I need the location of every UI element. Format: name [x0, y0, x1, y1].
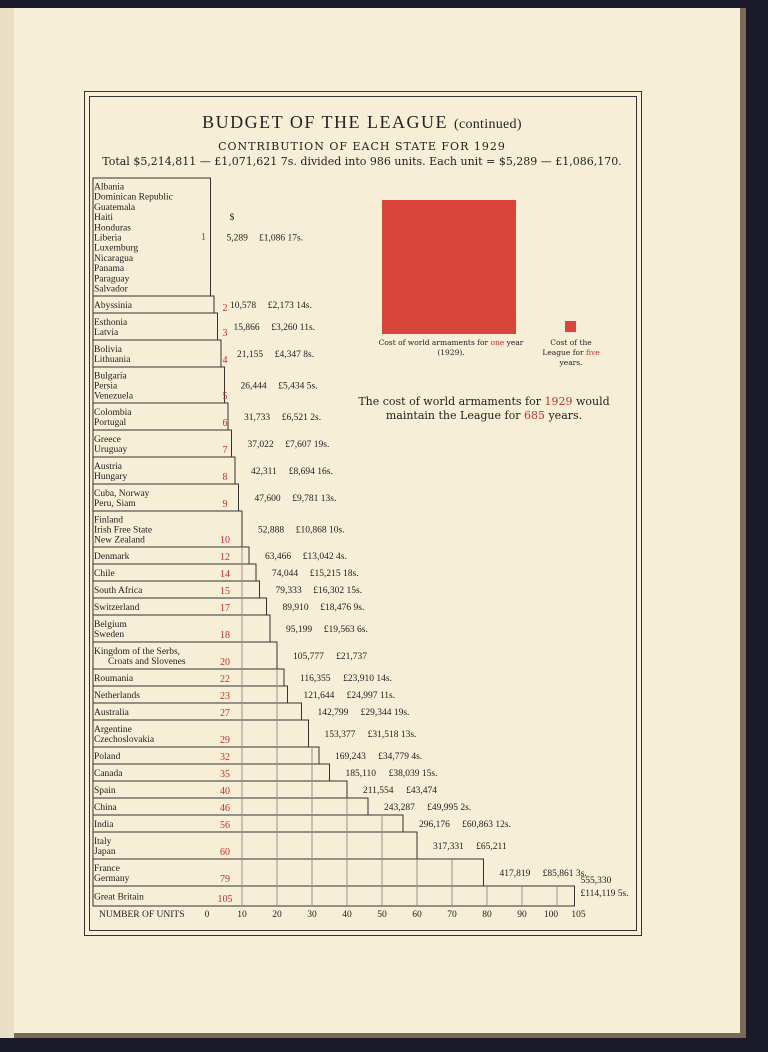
state-label: Sweden — [94, 630, 125, 641]
unit-count: 15 — [220, 586, 230, 597]
x-tick-label: 105 — [571, 910, 586, 920]
state-label: Argentine — [94, 724, 132, 735]
unit-count: 105 — [217, 894, 233, 905]
pound-value: £9,781 13s. — [292, 494, 337, 504]
state-label: Poland — [94, 752, 121, 762]
pound-value: £23,910 14s. — [343, 674, 392, 684]
x-tick-label: 20 — [272, 910, 282, 920]
pound-value: £24,997 11s. — [346, 691, 396, 701]
unit-count: 12 — [220, 552, 230, 563]
state-label: Abyssinia — [94, 301, 132, 311]
dollar-value: 37,022 — [247, 440, 274, 450]
dollar-value: 121,644 — [303, 691, 335, 701]
state-label: Finland — [94, 515, 124, 526]
state-label: Salvador — [94, 284, 128, 295]
league-caption-post: years. — [559, 358, 583, 367]
x-tick-label: 90 — [517, 910, 527, 920]
pound-value: £43,474 — [406, 786, 437, 796]
title-main: BUDGET OF THE LEAGUE — [202, 112, 448, 132]
unit-count: 4 — [222, 355, 228, 366]
state-label: France — [94, 863, 120, 874]
dollar-value: 185,110 — [345, 769, 377, 779]
pound-value: £1,086 17s. — [259, 233, 304, 244]
dollar-value: 153,377 — [324, 730, 356, 740]
state-label: South Africa — [94, 586, 143, 596]
state-label: Honduras — [94, 223, 131, 234]
state-label: Nicaragua — [94, 253, 134, 264]
unit-count: 8 — [222, 472, 228, 483]
state-label: Austria — [94, 461, 122, 472]
state-label: Roumania — [94, 674, 134, 684]
pound-value: £29,344 19s. — [360, 708, 410, 718]
dollar-value: 116,355 — [300, 674, 331, 684]
unit-count: 6 — [222, 418, 228, 429]
statement-year: 1929 — [544, 395, 573, 408]
pound-value: £31,518 13s. — [367, 730, 417, 740]
bar-outline — [93, 832, 417, 859]
state-label: Italy — [94, 836, 112, 847]
pound-value: £7,607 19s. — [285, 440, 330, 450]
state-label: Persia — [94, 381, 118, 392]
pound-value: £34,779 4s. — [378, 752, 423, 762]
dollar-value: 169,243 — [335, 752, 366, 762]
dollar-value: 89,910 — [282, 603, 309, 613]
statement-years: 685 — [523, 409, 545, 422]
x-tick-label: 70 — [447, 910, 457, 920]
unit-count: 60 — [220, 847, 230, 858]
league-caption-five: five — [585, 348, 600, 357]
state-label: Czechoslovakia — [94, 735, 155, 746]
dollar-value: 211,554 — [363, 786, 394, 796]
statement-mid: would maintain the League for — [385, 395, 610, 422]
state-label: Peru, Siam — [94, 499, 136, 510]
dollar-value: 243,287 — [384, 803, 415, 813]
unit-count: 14 — [220, 569, 230, 580]
x-tick-label: 60 — [412, 910, 422, 920]
state-label: Spain — [94, 786, 116, 796]
pound-value: £4,347 8s. — [274, 350, 315, 360]
dollar-value: 555,330 — [580, 876, 612, 886]
league-five-years-block — [565, 321, 576, 332]
unit-count: 56 — [220, 820, 230, 831]
dollar-symbol: $ — [229, 213, 235, 223]
state-label: Guatemala — [94, 202, 136, 213]
state-label: Netherlands — [94, 691, 140, 701]
state-label: Denmark — [94, 552, 130, 562]
state-label: Bolivia — [94, 344, 122, 355]
unit-count: 3 — [222, 328, 228, 339]
bar-outline — [93, 886, 575, 906]
pound-value: £60,863 12s. — [462, 820, 511, 830]
dollar-value: 42,311 — [251, 467, 277, 477]
pound-value: £49,995 2s. — [427, 803, 472, 813]
x-tick-label: 40 — [342, 910, 352, 920]
x-tick-label: 0 — [204, 910, 210, 920]
state-label: Chile — [94, 569, 115, 579]
state-label: Lithuania — [94, 355, 131, 366]
unit-count: 27 — [220, 708, 230, 719]
unit-count: 7 — [222, 445, 228, 456]
pound-value: £65,211 — [476, 842, 507, 852]
dollar-value: 5,289 — [226, 233, 248, 244]
state-label: Panama — [94, 264, 125, 275]
pound-value: £19,563 6s. — [323, 625, 368, 635]
state-label: Japan — [94, 847, 116, 858]
state-label: Switzerland — [94, 603, 140, 613]
dollar-value: 105,777 — [293, 652, 324, 662]
state-label: Germany — [94, 874, 130, 885]
statement-pre: The cost of world armaments for — [358, 395, 541, 408]
state-label: India — [94, 820, 114, 830]
x-tick-label: 100 — [543, 910, 559, 920]
pound-value: £85,861 3s. — [542, 869, 587, 879]
unit-count: 1 — [201, 232, 206, 243]
pound-value: £8,694 16s. — [288, 467, 333, 477]
state-label: Dominican Republic — [94, 192, 173, 203]
x-tick-label: 50 — [377, 910, 387, 920]
state-label: Esthonia — [94, 317, 128, 328]
bar-outline — [93, 564, 256, 581]
state-label: Kingdom of the Serbs, — [94, 646, 181, 657]
state-label: Latvia — [94, 328, 119, 339]
bar-outline — [93, 798, 368, 815]
unit-count: 9 — [222, 499, 228, 510]
state-label: Croats and Slovenes — [108, 657, 186, 668]
dollar-value: 10,578 — [230, 301, 257, 311]
pound-value: £16,302 15s. — [313, 586, 363, 596]
dollar-value: 31,733 — [244, 413, 271, 423]
unit-count: 17 — [220, 603, 230, 614]
pound-value: £10,868 10s. — [295, 525, 345, 536]
dollar-value: 63,466 — [265, 552, 292, 562]
state-label: China — [94, 803, 117, 813]
dollar-value: 74,044 — [272, 569, 299, 579]
unit-count: 79 — [220, 874, 230, 885]
state-label: Albania — [94, 182, 125, 193]
state-label: Great Britain — [94, 892, 144, 903]
statement-post: years. — [548, 409, 583, 422]
unit-count: 40 — [220, 786, 230, 797]
state-label: Australia — [94, 708, 129, 718]
state-label: Luxemburg — [94, 243, 139, 254]
total-line: Total $5,214,811 — £1,071,621 7s. divided into 986 units. Each unit = $5,289 — £1,086,170. — [102, 155, 622, 168]
state-label: Liberia — [94, 233, 122, 244]
dollar-value: 79,333 — [275, 586, 302, 596]
x-tick-label: 10 — [237, 910, 247, 920]
unit-count: 46 — [220, 803, 230, 814]
pound-value: £15,215 18s. — [309, 569, 359, 579]
pound-value: £13,042 4s. — [302, 552, 347, 562]
armaments-caption-pre: Cost of world armaments for — [378, 338, 489, 347]
unit-count: 2 — [222, 303, 228, 314]
pound-value: £38,039 15s. — [388, 769, 438, 779]
bar-outline — [93, 747, 319, 764]
bar-outline — [93, 815, 403, 832]
dollar-value: 142,799 — [317, 708, 349, 718]
unit-count: 18 — [220, 630, 230, 641]
unit-count: 22 — [220, 674, 230, 685]
bar-outline — [93, 859, 484, 886]
state-label: Haiti — [94, 213, 113, 224]
state-label: Belgium — [94, 619, 127, 630]
unit-count: 10 — [220, 535, 230, 546]
unit-count: 29 — [220, 735, 230, 746]
armaments-caption-one: one — [490, 338, 505, 347]
bar-outline — [93, 764, 330, 781]
unit-count: 32 — [220, 752, 230, 763]
dollar-value: 15,866 — [233, 323, 260, 333]
state-label: Greece — [94, 434, 121, 445]
state-label: Bulgaria — [94, 371, 127, 382]
dollar-value: 95,199 — [286, 625, 313, 635]
dollar-value: 317,331 — [433, 842, 464, 852]
pound-value: £3,260 11s. — [271, 323, 316, 333]
dollar-value: 52,888 — [258, 525, 285, 536]
state-label: Portugal — [94, 418, 127, 429]
state-label: Cuba, Norway — [94, 488, 150, 499]
pound-value: £114,119 5s. — [580, 889, 629, 899]
dollar-value: 47,600 — [254, 494, 281, 504]
pound-value: £6,521 2s. — [281, 413, 322, 423]
unit-count: 35 — [220, 769, 230, 780]
dollar-value: 21,155 — [237, 350, 264, 360]
league-caption-pre: Cost of the League for — [542, 338, 592, 357]
state-label: Venezuela — [94, 391, 134, 402]
armaments-caption-post: year (1929). — [437, 338, 524, 357]
pound-value: £18,476 9s. — [320, 603, 365, 613]
pound-value: £2,173 14s. — [267, 301, 312, 311]
x-tick-label: 30 — [307, 910, 317, 920]
page-subtitle: CONTRIBUTION OF EACH STATE FOR 1929 — [218, 140, 506, 153]
unit-count: 20 — [220, 657, 230, 668]
state-label: Canada — [94, 769, 123, 779]
title-suffix: (continued) — [453, 117, 522, 132]
state-label: New Zealand — [94, 535, 145, 546]
state-label: Hungary — [94, 472, 128, 483]
unit-count: 23 — [220, 691, 230, 702]
state-label: Uruguay — [94, 445, 128, 456]
unit-count: 5 — [222, 391, 228, 402]
state-label: Irish Free State — [94, 525, 153, 536]
x-tick-label: 80 — [482, 910, 492, 920]
state-label: Paraguay — [94, 274, 130, 285]
pound-value: £21,737 — [336, 652, 367, 662]
dollar-value: 26,444 — [240, 381, 267, 392]
pound-value: £5,434 5s. — [278, 381, 318, 392]
x-axis-label: NUMBER OF UNITS — [99, 910, 185, 920]
armaments-block — [382, 200, 516, 334]
dollar-value: 296,176 — [419, 820, 450, 830]
dollar-value: 417,819 — [499, 869, 531, 879]
state-label: Colombia — [94, 407, 132, 418]
